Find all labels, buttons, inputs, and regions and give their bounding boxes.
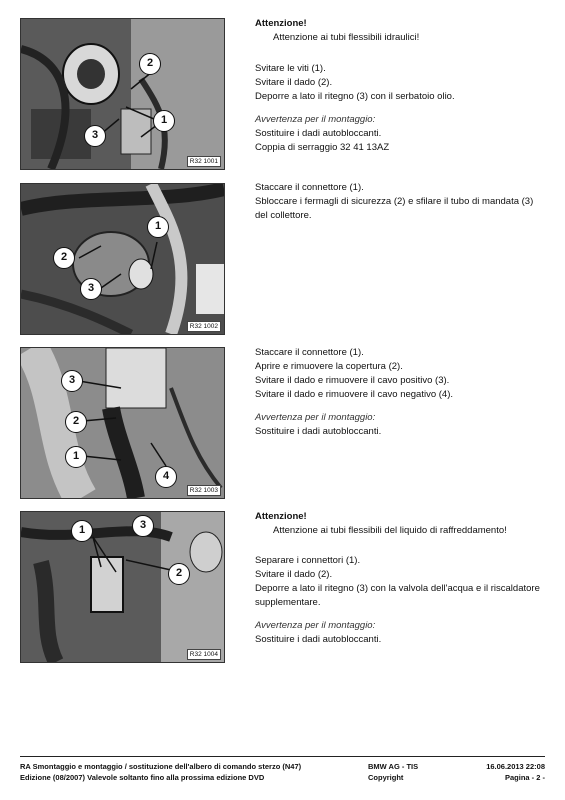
assembly-note-title: Avvertenza per il montaggio: [255,114,376,125]
image-reference: R32 1002 [187,321,221,332]
image-reference: R32 1001 [187,156,221,167]
assembly-note-line: Sostituire i dadi autobloccanti. [255,426,382,437]
engine-photo-4 [20,511,225,663]
callout-3: 3 [132,515,154,537]
engine-photo-3 [20,347,225,499]
step: Staccare il connettore (1). [255,347,364,358]
step: Svitare il dado (2). [255,77,333,88]
step: Separare i connettori (1). [255,555,361,566]
assembly-note-line: Coppia di serraggio 32 41 13AZ [255,142,390,153]
step: Svitare le viti (1). [255,63,326,74]
footer-page-number: Pagina - 2 - [504,773,545,782]
engine-photo-3-drawing [21,348,224,498]
footer-document-title: RA Smontaggio e montaggio / sostituzione dell'albero di comando sterzo (N47) [20,762,302,771]
assembly-note-line: Sostituire i dadi autobloccanti. [255,128,382,139]
callout-2: 2 [65,411,87,433]
callout-1: 1 [71,520,93,542]
engine-photo-2-drawing [21,184,224,334]
callout-3: 3 [84,125,106,147]
warning-text: Attenzione ai tubi flessibili del liquido di raffreddamento! [273,525,507,536]
step: Staccare il connettore (1). [255,182,364,193]
callout-1: 1 [65,446,87,468]
warning-title: Attenzione! [255,511,307,522]
step: Svitare il dado e rimuovere il cavo negativo (4). [255,389,454,400]
assembly-note-title: Avvertenza per il montaggio: [255,412,376,423]
callout-2: 2 [53,247,75,269]
section-4-text [255,510,545,647]
engine-photo-2 [20,183,225,335]
callout-2: 2 [139,53,161,75]
step: Deporre a lato il ritegno (3) con la valvola dell'acqua e il riscaldatore supplementare. [255,583,540,608]
engine-photo-4-drawing [21,512,224,662]
callout-2: 2 [168,563,190,585]
assembly-note-title: Avvertenza per il montaggio: [255,620,376,631]
footer-edition: Edizione (08/2007) Valevole soltanto fino alla prossima edizione DVD [20,773,265,782]
footer-timestamp: 16.06.2013 22:08 [486,762,545,771]
step: Aprire e rimuovere la copertura (2). [255,361,403,372]
assembly-note-line: Sostituire i dadi autobloccanti. [255,634,382,645]
step: Svitare il dado e rimuovere il cavo positivo (3). [255,375,450,386]
page-footer [20,756,545,783]
section-3-text [255,346,545,439]
step: Svitare il dado (2). [255,569,333,580]
callout-1: 1 [147,216,169,238]
section-2-text [255,181,545,223]
image-reference: R32 1003 [187,485,221,496]
step: Sbloccare i fermagli di sicurezza (2) e sfilare il tubo di mandata (3) del collettore. [255,196,534,221]
engine-photo-1 [20,18,225,170]
image-reference: R32 1004 [187,649,221,660]
footer-copyright: Copyright [368,773,404,782]
callout-4: 4 [155,466,177,488]
callout-3: 3 [61,370,83,392]
warning-text: Attenzione ai tubi flessibili idraulici! [273,32,420,43]
section-1-text [255,17,545,155]
engine-photo-1-drawing [21,19,224,169]
callout-1: 1 [153,110,175,132]
callout-3: 3 [80,278,102,300]
warning-title: Attenzione! [255,18,307,29]
step: Deporre a lato il ritegno (3) con il serbatoio olio. [255,91,455,102]
footer-publisher: BMW AG - TIS [368,762,419,771]
